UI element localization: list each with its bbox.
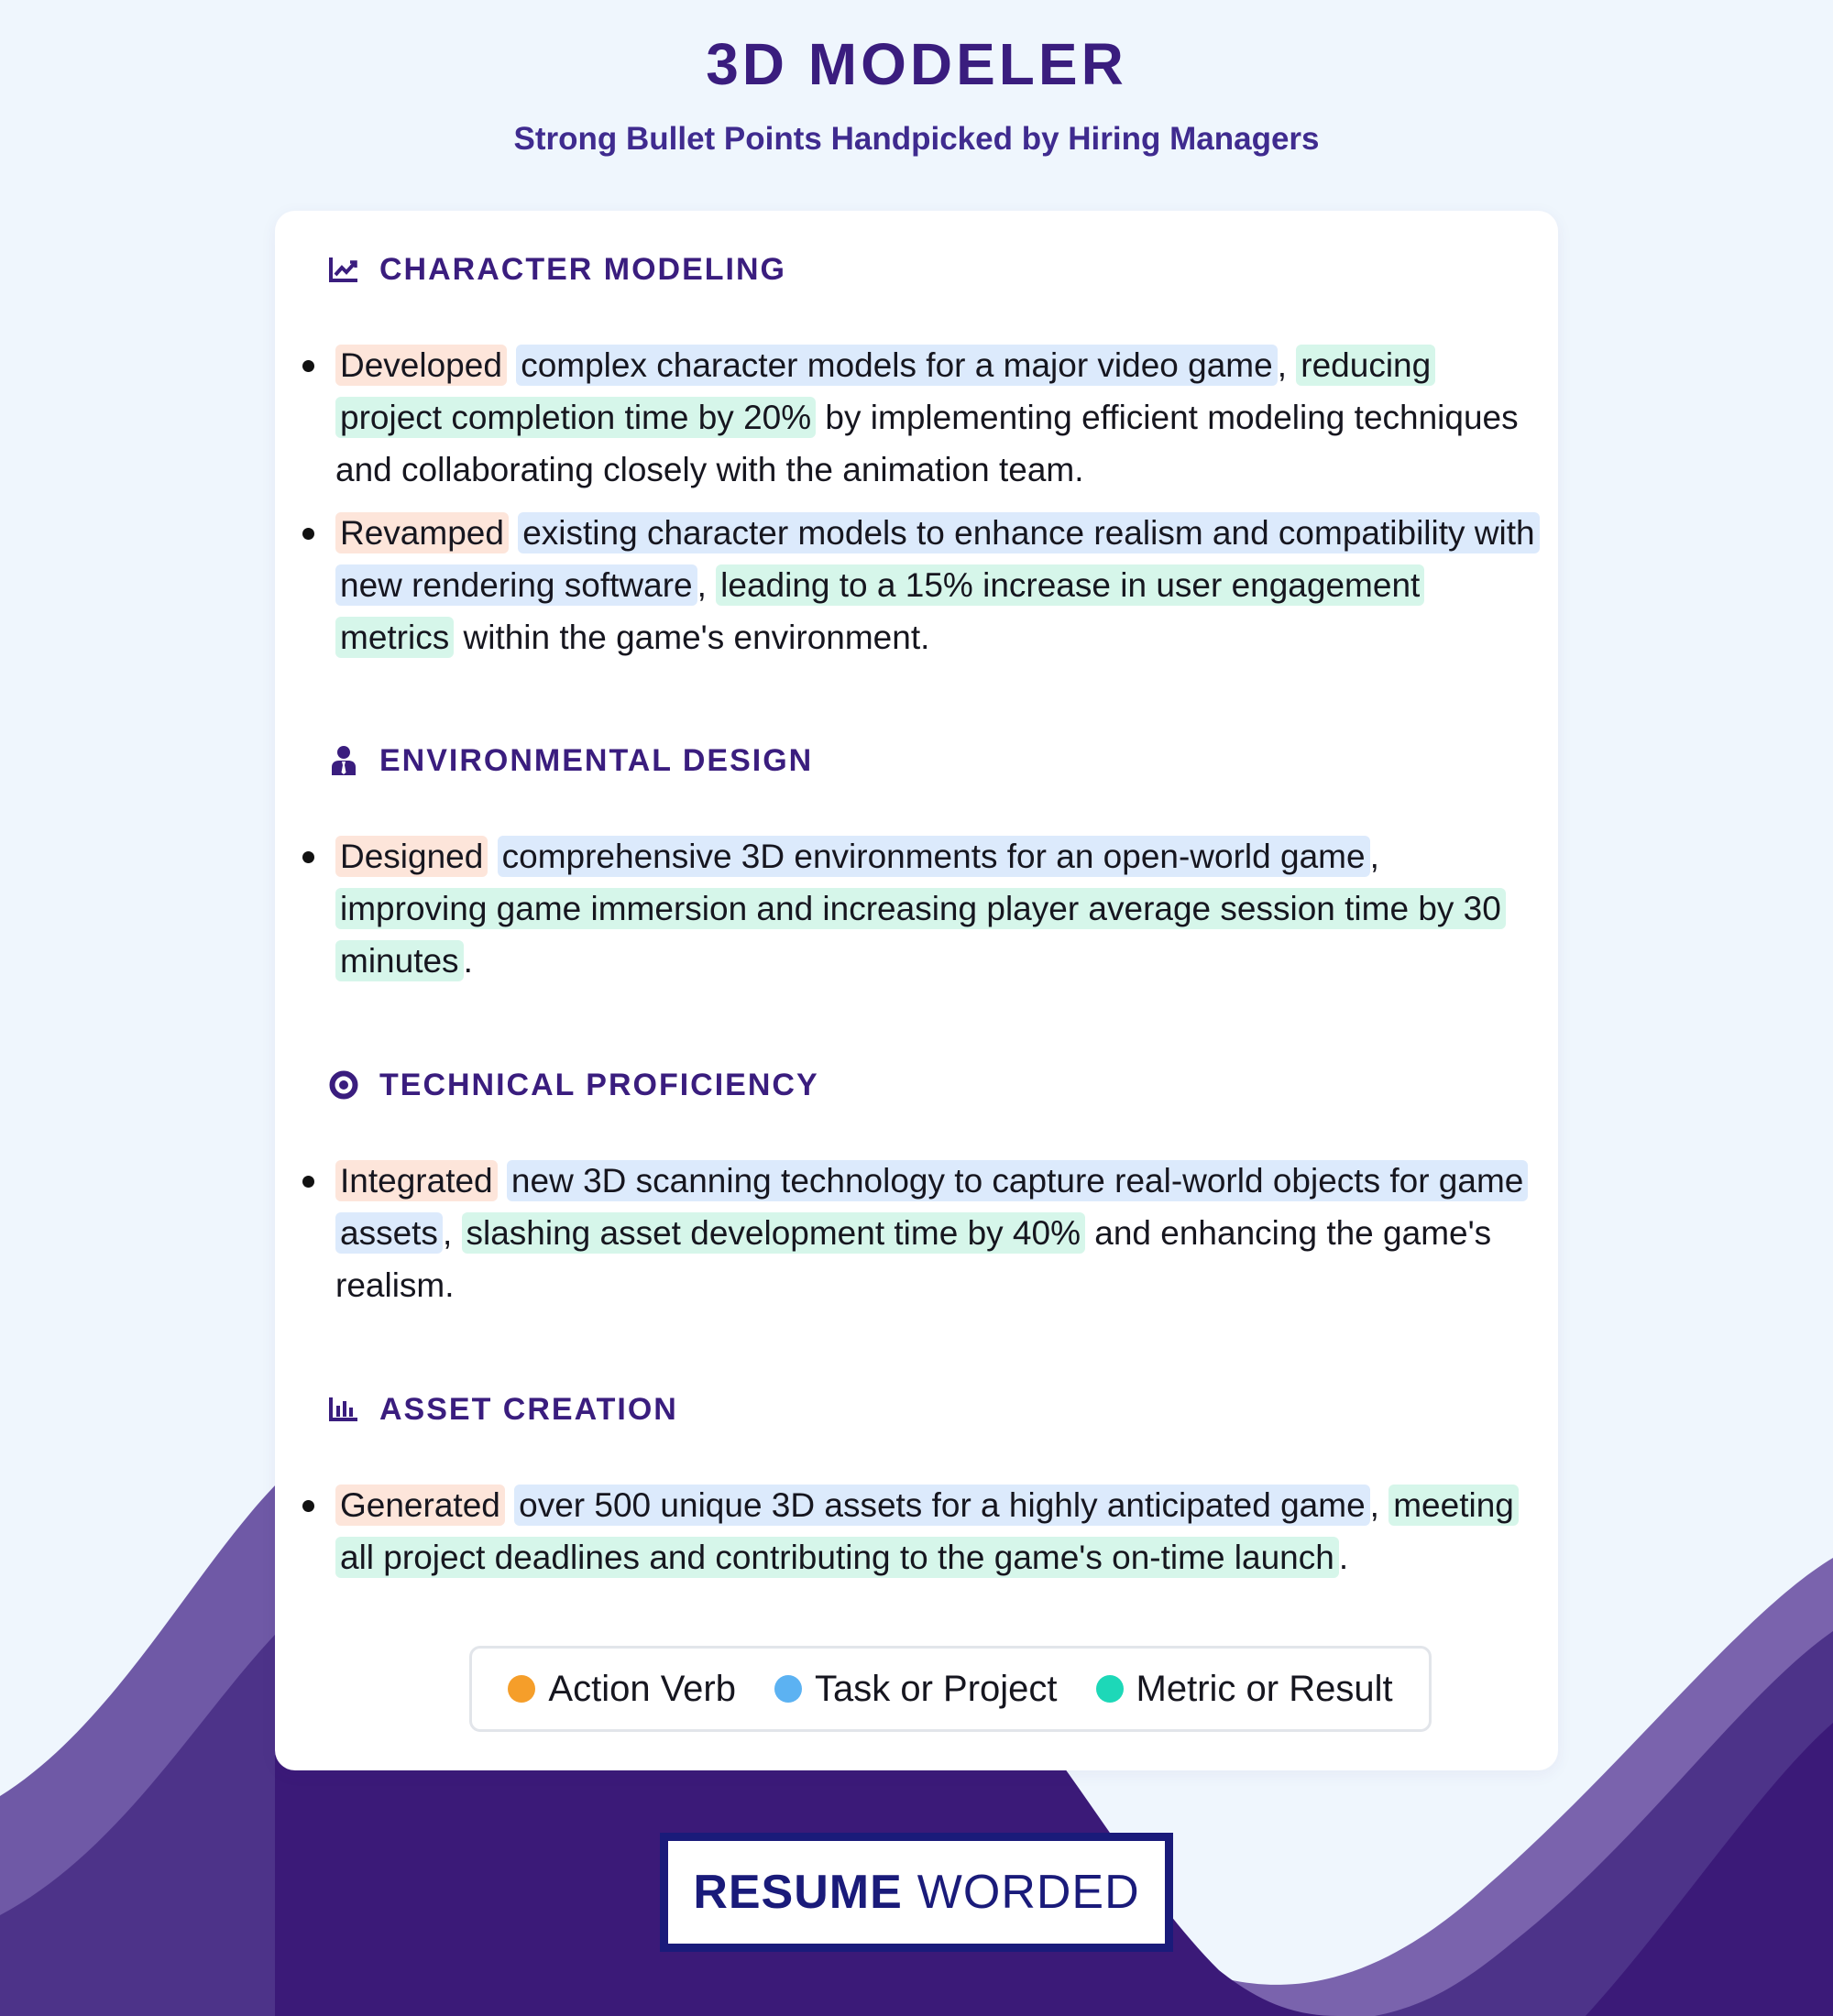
legend-item-metric	[1096, 1669, 1393, 1710]
task-highlight: complex character models for a major video game	[516, 345, 1278, 386]
section-header	[328, 249, 786, 290]
legend-dot	[774, 1675, 802, 1703]
bullet-dot	[302, 851, 314, 863]
section-title: ASSET CREATION	[379, 1391, 678, 1427]
section-title: ENVIRONMENTAL DESIGN	[379, 742, 814, 778]
separator: ,	[1369, 838, 1379, 875]
task-highlight: comprehensive 3D environments for an open-world game	[498, 836, 1370, 877]
bullet-dot	[302, 528, 314, 540]
logo-text-bold: RESUME	[693, 1866, 903, 1919]
bullet-item	[275, 1155, 1558, 1311]
separator: ,	[697, 566, 707, 604]
bullet-item	[275, 1479, 1558, 1583]
metric-highlight: slashing asset development time by 40%	[462, 1212, 1085, 1254]
bullet-dot	[302, 1500, 314, 1512]
bullet-dot	[302, 360, 314, 372]
bullet-list	[275, 1155, 1558, 1322]
separator: ,	[1277, 346, 1287, 384]
bullet-rest-text: .	[1338, 1539, 1349, 1576]
section-title: TECHNICAL PROFICIENCY	[379, 1067, 819, 1102]
legend-dot	[1096, 1675, 1124, 1703]
bullet-rest-text: within the game's environment.	[454, 619, 930, 656]
bullet-item	[275, 830, 1558, 987]
action-verb-highlight: Integrated	[335, 1160, 498, 1201]
metric-highlight: meeting all project deadlines and contributing to the game's on-time launch	[335, 1485, 1519, 1578]
bullet-item	[275, 507, 1558, 663]
bullet-item	[275, 339, 1558, 496]
bullet-list	[275, 830, 1558, 998]
legend-label: Metric or Result	[1136, 1668, 1393, 1709]
task-highlight: over 500 unique 3D assets for a highly anticipated game	[514, 1485, 1370, 1526]
resume-worded-logo[interactable]	[660, 1833, 1173, 1952]
legend-dot	[508, 1675, 535, 1703]
legend-item-task	[774, 1669, 1058, 1710]
metric-highlight: leading to a 15% increase in user engagement metrics	[335, 564, 1424, 658]
action-verb-highlight: Developed	[335, 345, 507, 386]
metric-highlight: improving game immersion and increasing player average session time by 30 minutes	[335, 888, 1506, 981]
action-verb-highlight: Generated	[335, 1485, 505, 1526]
page-header	[0, 27, 1833, 158]
action-verb-highlight: Designed	[335, 836, 488, 877]
section-header	[328, 1389, 678, 1430]
bar-chart-icon	[328, 1394, 359, 1425]
bullet-rest-text: .	[463, 942, 473, 980]
page-subtitle: Strong Bullet Points Handpicked by Hiring Managers	[513, 121, 1320, 157]
logo-text-light: WORDED	[916, 1866, 1140, 1919]
user-tie-icon	[328, 745, 359, 776]
separator: ,	[442, 1214, 453, 1252]
page-title: 3D MODELER	[706, 31, 1127, 97]
legend-item-action-verb	[508, 1669, 736, 1710]
metric-highlight: reducing project completion time by 20%	[335, 345, 1435, 438]
section-title: CHARACTER MODELING	[379, 251, 786, 287]
bullet-dot	[302, 1176, 314, 1188]
highlight-legend	[469, 1646, 1432, 1732]
bullet-points-card	[275, 211, 1558, 1770]
legend-label: Task or Project	[814, 1668, 1058, 1709]
bullet-list	[275, 1479, 1558, 1594]
action-verb-highlight: Revamped	[335, 512, 509, 553]
target-circle-icon	[328, 1069, 359, 1101]
section-header	[328, 1065, 819, 1105]
legend-label: Action Verb	[548, 1668, 736, 1709]
task-highlight: existing character models to enhance realism and compatibility with new rendering software	[335, 512, 1540, 606]
bullet-rest-text: and enhancing the game's realism.	[335, 1214, 1492, 1304]
section-header	[328, 740, 813, 781]
bullet-rest-text: by implementing efficient modeling techniques and collaborating closely with the animation team.	[335, 399, 1519, 488]
bullet-list	[275, 339, 1558, 674]
line-chart-icon	[328, 254, 359, 285]
separator: ,	[1369, 1486, 1379, 1524]
task-highlight: new 3D scanning technology to capture real-world objects for game assets	[335, 1160, 1528, 1254]
